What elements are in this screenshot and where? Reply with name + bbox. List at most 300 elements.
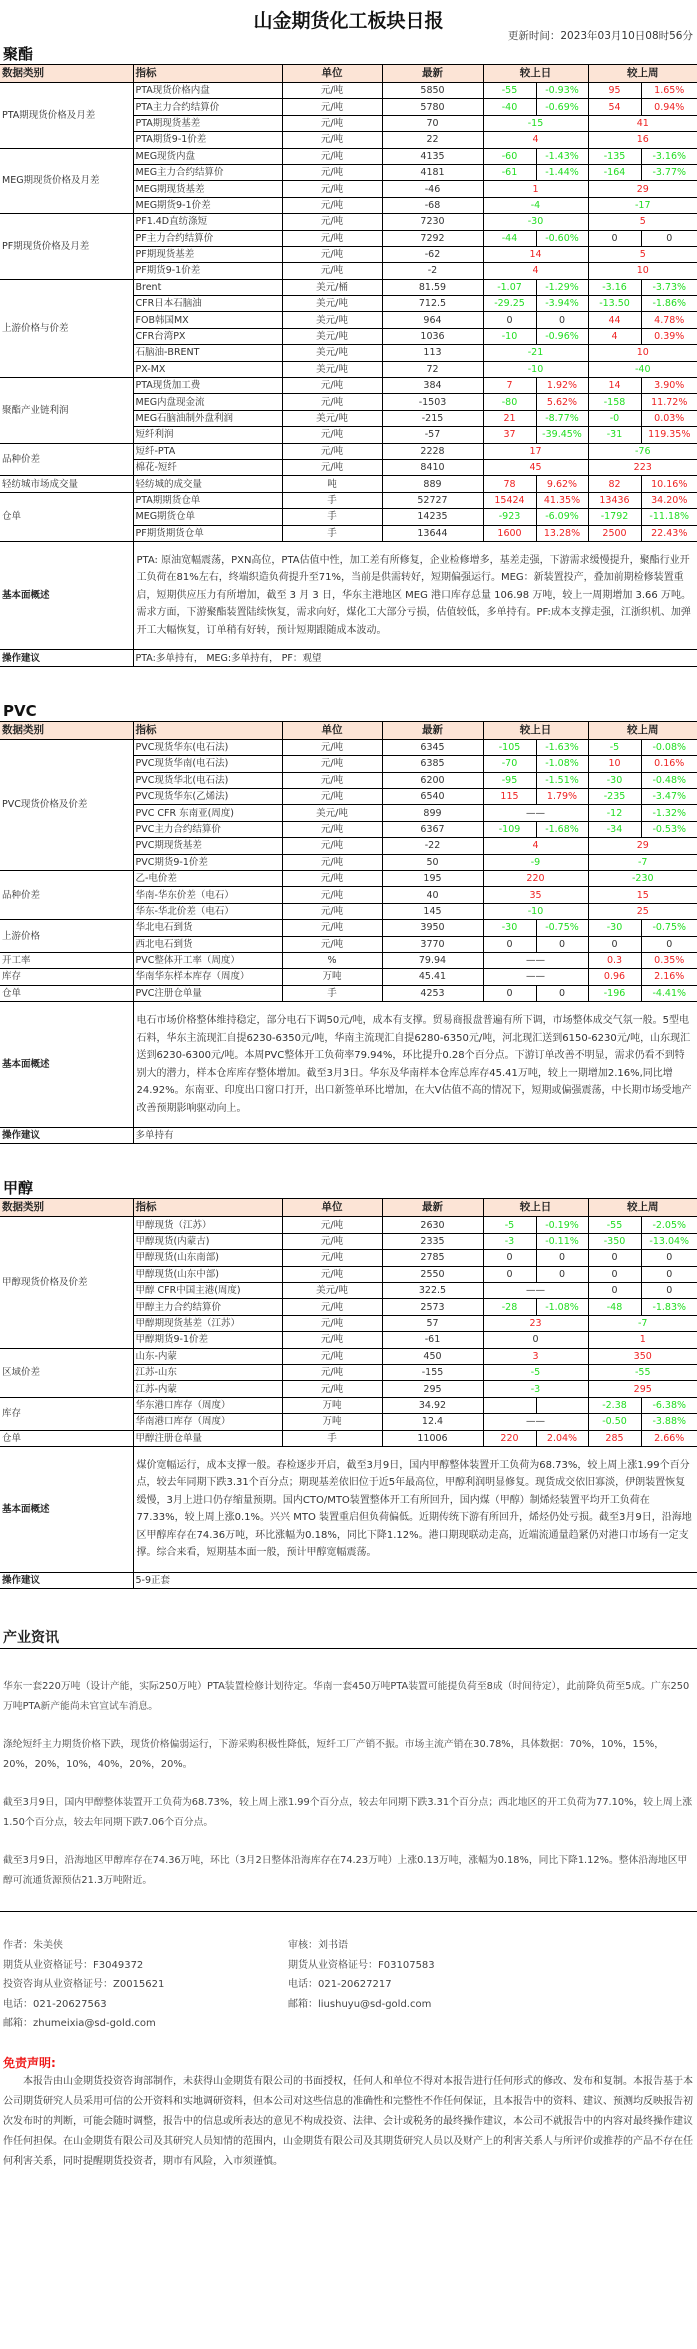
header-unit: 单位	[282, 721, 382, 739]
row-unit: 元/吨	[282, 197, 382, 213]
row-day-change: -95	[483, 772, 536, 788]
row-day-change: 7	[483, 378, 536, 394]
row-latest: 195	[382, 870, 483, 886]
row-week-pct: 22.43%	[641, 525, 697, 541]
row-indicator: PX-MX	[133, 361, 282, 377]
row-week-pct: -0.08%	[641, 739, 697, 755]
row-indicator: PTA现货加工费	[133, 378, 282, 394]
disclaimer	[0, 2034, 697, 2172]
row-unit: 元/吨	[282, 99, 382, 115]
row-category: 开工率	[0, 952, 133, 968]
row-indicator: 乙-电价差	[133, 870, 282, 886]
row-week-change: 1	[588, 1332, 697, 1348]
row-indicator: MEG内盘现金流	[133, 394, 282, 410]
header-indicator: 指标	[133, 1199, 282, 1217]
row-week-change: 0	[588, 936, 641, 952]
row-week-change: 14	[588, 378, 641, 394]
row-week-change: -7	[588, 854, 697, 870]
sections-container	[0, 44, 697, 1623]
reviewer-name: 审核：刘书语	[288, 1940, 348, 1952]
row-indicator: MEG现货内盘	[133, 148, 282, 164]
row-day-change: 4	[483, 838, 588, 854]
row-indicator: PTA期现货基差	[133, 115, 282, 131]
row-day-change: 23	[483, 1315, 588, 1331]
row-week-change: -1792	[588, 509, 641, 525]
row-indicator: 华东港口库存（周度）	[133, 1397, 282, 1413]
header-vs-day: 较上日	[483, 65, 588, 83]
row-latest: 57	[382, 1315, 483, 1331]
row-indicator: 甲醇现货(山东南部)	[133, 1250, 282, 1266]
row-week-pct: 0.35%	[641, 952, 697, 968]
row-latest: 12.4	[382, 1414, 483, 1430]
row-latest: 322.5	[382, 1283, 483, 1299]
row-week-pct: 119.35%	[641, 427, 697, 443]
row-day-change: 35	[483, 887, 588, 903]
row-week-change: 5	[588, 246, 697, 262]
row-day-change: -10	[483, 328, 536, 344]
row-indicator: PVC注册仓单量	[133, 985, 282, 1001]
row-indicator: PF期货期货仓单	[133, 525, 282, 541]
row-indicator: PVC现货华北(电石法)	[133, 772, 282, 788]
author-phone: 电话：021-20627563	[3, 1998, 107, 2010]
advice-row	[0, 650, 697, 666]
summary-label: 基本面概述	[0, 1002, 133, 1128]
row-week-change: 5	[588, 214, 697, 230]
row-week-change: -55	[588, 1217, 641, 1233]
row-week-change: 41	[588, 115, 697, 131]
row-latest: 384	[382, 378, 483, 394]
row-latest: 899	[382, 805, 483, 821]
section-title: 聚酯	[3, 45, 34, 63]
table-row	[0, 739, 697, 755]
row-day-pct: -1.08%	[536, 1299, 588, 1315]
advice-text: 5-9正套	[133, 1572, 697, 1588]
table-row	[0, 870, 697, 886]
row-unit: 美元/吨	[282, 410, 382, 426]
row-day-change: 115	[483, 789, 536, 805]
row-day-pct: -0.60%	[536, 230, 588, 246]
row-indicator: 甲醇现货(内蒙古)	[133, 1233, 282, 1249]
row-week-pct: 34.20%	[641, 492, 697, 508]
reviewer-phone: 电话：021-20627217	[288, 1979, 392, 1991]
table-row	[0, 476, 697, 492]
row-latest: 2630	[382, 1217, 483, 1233]
row-latest: 6200	[382, 772, 483, 788]
row-day-pct: 5.62%	[536, 394, 588, 410]
row-unit: 元/吨	[282, 1348, 382, 1364]
row-day-change: 4	[483, 263, 588, 279]
row-week-change: -230	[588, 870, 697, 886]
row-day-change: 220	[483, 870, 588, 886]
row-day-change: 78	[483, 476, 536, 492]
row-week-pct: 2.66%	[641, 1430, 697, 1446]
table-row	[0, 492, 697, 508]
row-day-pct: -0.69%	[536, 99, 588, 115]
row-category: PTA期现货价格及月差	[0, 83, 133, 149]
table-row	[0, 1217, 697, 1233]
row-indicator: PVC CFR 东南亚(周度)	[133, 805, 282, 821]
row-unit: 美元/吨	[282, 361, 382, 377]
row-day-change: -109	[483, 821, 536, 837]
row-category: 上游价格	[0, 920, 133, 953]
table-row	[0, 214, 697, 230]
row-week-pct: 0	[641, 936, 697, 952]
row-unit: 美元/吨	[282, 296, 382, 312]
row-unit: 元/吨	[282, 789, 382, 805]
advice-row	[0, 1572, 697, 1588]
row-week-change: -34	[588, 821, 641, 837]
row-day-pct: 0	[536, 312, 588, 328]
header-category: 数据类别	[0, 65, 133, 83]
row-unit: 元/吨	[282, 1364, 382, 1380]
row-week-change: 0	[588, 1266, 641, 1282]
row-unit: 元/吨	[282, 263, 382, 279]
row-week-change: -30	[588, 920, 641, 936]
row-latest: 3950	[382, 920, 483, 936]
row-day-pct: 0	[536, 985, 588, 1001]
row-latest: 6540	[382, 789, 483, 805]
header-indicator: 指标	[133, 721, 282, 739]
row-unit: 元/吨	[282, 164, 382, 180]
row-day-pct: -39.45%	[536, 427, 588, 443]
row-indicator: 甲醇现货(山东中部)	[133, 1266, 282, 1282]
row-week-change: 25	[588, 903, 697, 919]
row-week-pct: 0	[641, 1283, 697, 1299]
row-unit: 元/吨	[282, 459, 382, 475]
row-latest: 6367	[382, 821, 483, 837]
row-day-change: 1	[483, 181, 588, 197]
summary-label: 基本面概述	[0, 1446, 133, 1572]
row-day-change: -105	[483, 739, 536, 755]
row-indicator: CFR台湾PX	[133, 328, 282, 344]
row-latest: 6385	[382, 756, 483, 772]
row-unit: 元/吨	[282, 756, 382, 772]
row-day-change: -30	[483, 920, 536, 936]
advice-text: 多单持有	[133, 1128, 697, 1144]
row-day-pct: -1.29%	[536, 279, 588, 295]
header-vs-week: 较上周	[588, 1199, 697, 1217]
row-unit: 元/吨	[282, 246, 382, 262]
row-day-change: ——	[483, 952, 588, 968]
row-week-pct: 0.94%	[641, 99, 697, 115]
row-indicator: 轻纺城的成交量	[133, 476, 282, 492]
table-header-row	[0, 65, 697, 83]
row-unit: 元/吨	[282, 214, 382, 230]
row-day-change: 17	[483, 443, 588, 459]
row-week-change: 16	[588, 132, 697, 148]
row-week-change: -0.50	[588, 1414, 641, 1430]
row-indicator: MEG石脑油制外盘利润	[133, 410, 282, 426]
row-latest: 81.59	[382, 279, 483, 295]
row-latest: 964	[382, 312, 483, 328]
row-week-pct: 2.16%	[641, 969, 697, 985]
row-day-pct: 1.79%	[536, 789, 588, 805]
news-list	[0, 1649, 697, 1891]
row-latest: 3770	[382, 936, 483, 952]
row-day-pct: 13.28%	[536, 525, 588, 541]
row-day-pct: 0	[536, 1266, 588, 1282]
table-header-row	[0, 721, 697, 739]
row-latest: 13644	[382, 525, 483, 541]
row-day-pct: -0.96%	[536, 328, 588, 344]
row-week-change: -40	[588, 361, 697, 377]
row-latest: 4135	[382, 148, 483, 164]
row-indicator: 短纤利润	[133, 427, 282, 443]
row-latest: 14235	[382, 509, 483, 525]
row-latest: 45.41	[382, 969, 483, 985]
row-day-pct: -1.68%	[536, 821, 588, 837]
row-indicator: 短纤-PTA	[133, 443, 282, 459]
row-unit: 元/吨	[282, 838, 382, 854]
row-unit: 元/吨	[282, 1381, 382, 1397]
row-week-pct: 10.16%	[641, 476, 697, 492]
summary-text: 煤价宽幅运行，成本支撑一般。春检逐步开启，截至3月9日，国内甲醇整体装置开工负荷为68.73%，较上周上涨1.99个百分点，较去年同期下跌3.31个百分点；期现基差依旧位于近5年最高位，甲醇利润明显修复。现货成交依旧寡淡，伊朗装置恢复缓慢，3月上进口仍存缩量预期。国内CTO/MTO装置整体开工有所回升，国内煤（甲醇）制烯烃装置平均开工负荷在77.33%，较上周上涨0.1%。兴兴 MTO 装置重启但负荷偏低。近期传统下游有所回升，烯烃仍处亏损。截至3月9日，沿海地区甲醇库存在74.36万吨，环比涨幅为0.18%，同比下降1.12%。港口期现联动走高，近端流通量趋紧仍对港口市场有一定支撑。综合来看，短期基本面一般，预计甲醇宽幅震荡。	[133, 1446, 697, 1572]
table-row	[0, 985, 697, 1001]
author-name: 作者：朱美侠	[3, 1940, 63, 1952]
row-week-change: -196	[588, 985, 641, 1001]
row-indicator: PTA现货价格内盘	[133, 83, 282, 99]
row-unit: 元/吨	[282, 1299, 382, 1315]
row-unit: 元/吨	[282, 887, 382, 903]
row-indicator: 石脑油-BRENT	[133, 345, 282, 361]
data-table	[0, 64, 697, 667]
row-latest: -215	[382, 410, 483, 426]
table-row	[0, 1348, 697, 1364]
row-week-pct: 0	[641, 230, 697, 246]
section-spacer	[0, 667, 697, 701]
header-latest: 最新	[382, 721, 483, 739]
row-week-change: 44	[588, 312, 641, 328]
row-day-pct: -1.43%	[536, 148, 588, 164]
row-indicator: 甲醇主力合约结算价	[133, 1299, 282, 1315]
row-latest: 889	[382, 476, 483, 492]
row-day-pct	[536, 1397, 588, 1413]
row-day-pct: -1.63%	[536, 739, 588, 755]
row-indicator: MEG期货仓单	[133, 509, 282, 525]
row-week-change: 10	[588, 756, 641, 772]
row-latest: 50	[382, 854, 483, 870]
row-week-pct: -13.04%	[641, 1233, 697, 1249]
row-category: PVC现货价格及价差	[0, 739, 133, 870]
row-day-pct: 0	[536, 1250, 588, 1266]
row-unit: 元/吨	[282, 230, 382, 246]
table-row	[0, 1397, 697, 1413]
row-unit: 美元/吨	[282, 312, 382, 328]
data-table	[0, 721, 697, 1145]
row-day-change: ——	[483, 969, 588, 985]
row-unit: 元/吨	[282, 821, 382, 837]
row-week-change: -31	[588, 427, 641, 443]
row-latest: 2785	[382, 1250, 483, 1266]
row-latest: 40	[382, 887, 483, 903]
row-week-pct: -0.48%	[641, 772, 697, 788]
header-unit: 单位	[282, 65, 382, 83]
row-latest: 7230	[382, 214, 483, 230]
row-indicator: 甲醇期现货基差（江苏）	[133, 1315, 282, 1331]
row-day-change: -61	[483, 164, 536, 180]
news-item: 华东一套220万吨（设计产能，实际250万吨）PTA装置检修计划待定。华南一套450万吨PTA装置可能提负荷至8成（时间待定），此前降负荷至5成。广东250万吨PTA新产能尚未官宣试车消息。	[3, 1681, 690, 1713]
row-latest: 11006	[382, 1430, 483, 1446]
row-category: 聚酯产业链利润	[0, 378, 133, 444]
row-indicator: 江苏-内蒙	[133, 1381, 282, 1397]
table-row	[0, 1430, 697, 1446]
row-unit: %	[282, 952, 382, 968]
row-unit: 元/吨	[282, 427, 382, 443]
row-day-change: -1.07	[483, 279, 536, 295]
row-day-change: 0	[483, 936, 536, 952]
row-day-change: ——	[483, 805, 588, 821]
row-week-change: -158	[588, 394, 641, 410]
row-unit: 万吨	[282, 1397, 382, 1413]
author-futures-license: 期货从业资格证号：F3049372	[3, 1959, 144, 1971]
header-category: 数据类别	[0, 1199, 133, 1217]
row-latest: -22	[382, 838, 483, 854]
row-indicator: 西北电石到货	[133, 936, 282, 952]
row-indicator: PF期货9-1价差	[133, 263, 282, 279]
row-day-change: -44	[483, 230, 536, 246]
row-unit: 元/吨	[282, 936, 382, 952]
row-indicator: PF期现货基差	[133, 246, 282, 262]
table-header-row	[0, 1199, 697, 1217]
row-latest: 2550	[382, 1266, 483, 1282]
row-unit: 万吨	[282, 1414, 382, 1430]
row-day-change: -40	[483, 99, 536, 115]
row-day-change: -10	[483, 903, 588, 919]
row-latest: -61	[382, 1332, 483, 1348]
row-week-change: 0	[588, 230, 641, 246]
row-day-change: 4	[483, 132, 588, 148]
row-week-change: 4	[588, 328, 641, 344]
row-latest: 113	[382, 345, 483, 361]
row-day-change: 0	[483, 1250, 536, 1266]
row-unit: 元/吨	[282, 394, 382, 410]
reviewer-info	[288, 1936, 573, 2034]
row-unit: 元/吨	[282, 772, 382, 788]
summary-label: 基本面概述	[0, 541, 133, 650]
row-unit: 吨	[282, 476, 382, 492]
row-day-pct: 1.92%	[536, 378, 588, 394]
row-indicator: MEG主力合约结算价	[133, 164, 282, 180]
row-week-change: -7	[588, 1315, 697, 1331]
row-latest: 4181	[382, 164, 483, 180]
author-advisory-license: 投资咨询从业资格证号：Z0015621	[3, 1979, 165, 1991]
summary-row	[0, 541, 697, 650]
row-week-change: 54	[588, 99, 641, 115]
header-vs-week: 较上周	[588, 65, 697, 83]
row-day-change: -4	[483, 197, 588, 213]
row-unit: 元/吨	[282, 378, 382, 394]
row-indicator: 棉花-短纤	[133, 459, 282, 475]
row-latest: -57	[382, 427, 483, 443]
row-day-change: -15	[483, 115, 588, 131]
row-unit: 元/吨	[282, 1315, 382, 1331]
row-unit: 元/吨	[282, 181, 382, 197]
row-day-change: -9	[483, 854, 588, 870]
row-week-pct: -3.88%	[641, 1414, 697, 1430]
row-week-change: -350	[588, 1233, 641, 1249]
row-latest: 145	[382, 903, 483, 919]
row-week-change: -13.50	[588, 296, 641, 312]
row-week-change: -30	[588, 772, 641, 788]
news-item: 涤纶短纤主力期货价格下跌，现货价格偏弱运行，下游采购积极性降低，短纤工厂产销不振。市场主流产销在30.78%，具体数据：70%，10%，15%，20%，20%，10%，40%，20%，20%。	[3, 1739, 665, 1771]
row-week-pct: 1.65%	[641, 83, 697, 99]
row-week-pct: -2.05%	[641, 1217, 697, 1233]
row-week-change: -164	[588, 164, 641, 180]
row-day-pct: 2.04%	[536, 1430, 588, 1446]
advice-row	[0, 1128, 697, 1144]
header-latest: 最新	[382, 65, 483, 83]
row-day-pct: -1.51%	[536, 772, 588, 788]
row-latest: -155	[382, 1364, 483, 1380]
table-row	[0, 148, 697, 164]
row-latest: 7292	[382, 230, 483, 246]
row-indicator: 甲醇 CFR中国主港(周度)	[133, 1283, 282, 1299]
summary-row	[0, 1002, 697, 1128]
row-week-change: -55	[588, 1364, 697, 1380]
header-vs-week: 较上周	[588, 721, 697, 739]
row-week-change: -76	[588, 443, 697, 459]
row-unit: 美元/吨	[282, 805, 382, 821]
row-week-change: 10	[588, 263, 697, 279]
section-title: PVC	[3, 701, 37, 720]
row-day-pct: -1.08%	[536, 756, 588, 772]
row-latest: 8410	[382, 459, 483, 475]
section-title: 甲醇	[3, 1179, 34, 1198]
row-week-change: 15	[588, 887, 697, 903]
row-latest: 2573	[382, 1299, 483, 1315]
row-week-change: -5	[588, 739, 641, 755]
row-week-pct: 0.39%	[641, 328, 697, 344]
row-indicator: 华北电石到货	[133, 920, 282, 936]
row-unit: 元/吨	[282, 1332, 382, 1348]
row-week-change: 29	[588, 838, 697, 854]
row-latest: 1036	[382, 328, 483, 344]
row-day-change: -60	[483, 148, 536, 164]
table-row	[0, 443, 697, 459]
row-unit: 手	[282, 525, 382, 541]
row-day-change: -5	[483, 1364, 588, 1380]
row-unit: 元/吨	[282, 870, 382, 886]
author-info	[3, 1936, 288, 2034]
table-row	[0, 952, 697, 968]
row-unit: 元/吨	[282, 148, 382, 164]
row-latest: 72	[382, 361, 483, 377]
row-week-pct: 0	[641, 1266, 697, 1282]
row-unit: 手	[282, 985, 382, 1001]
table-row	[0, 279, 697, 295]
row-day-pct: -8.77%	[536, 410, 588, 426]
row-day-change: 14	[483, 246, 588, 262]
row-day-change: -5	[483, 1217, 536, 1233]
row-week-pct: -3.73%	[641, 279, 697, 295]
advice-text: PTA:多单持有， MEG:多单持有， PF：观望	[133, 650, 697, 666]
row-unit: 元/吨	[282, 739, 382, 755]
row-day-pct: -0.75%	[536, 920, 588, 936]
row-latest: 5780	[382, 99, 483, 115]
row-category: MEG期现货价格及月差	[0, 148, 133, 214]
row-latest: 2228	[382, 443, 483, 459]
news-item: 截至3月9日，沿海地区甲醇库存在74.36万吨，环比（3月2日整体沿海库存在74.23万吨）上涨0.13万吨，涨幅为0.18%，同比下降1.12%。整体沿海地区甲醇可流通货源预估21.3万吨附近。	[3, 1855, 688, 1887]
row-category: 库存	[0, 969, 133, 985]
row-week-change: -2.38	[588, 1397, 641, 1413]
row-day-change: 1600	[483, 525, 536, 541]
row-indicator: MEG期货9-1价差	[133, 197, 282, 213]
row-day-change: ——	[483, 1283, 588, 1299]
row-week-change: 2500	[588, 525, 641, 541]
row-week-pct: -3.47%	[641, 789, 697, 805]
row-category: 仓单	[0, 985, 133, 1001]
row-indicator: PTA期期货仓单	[133, 492, 282, 508]
